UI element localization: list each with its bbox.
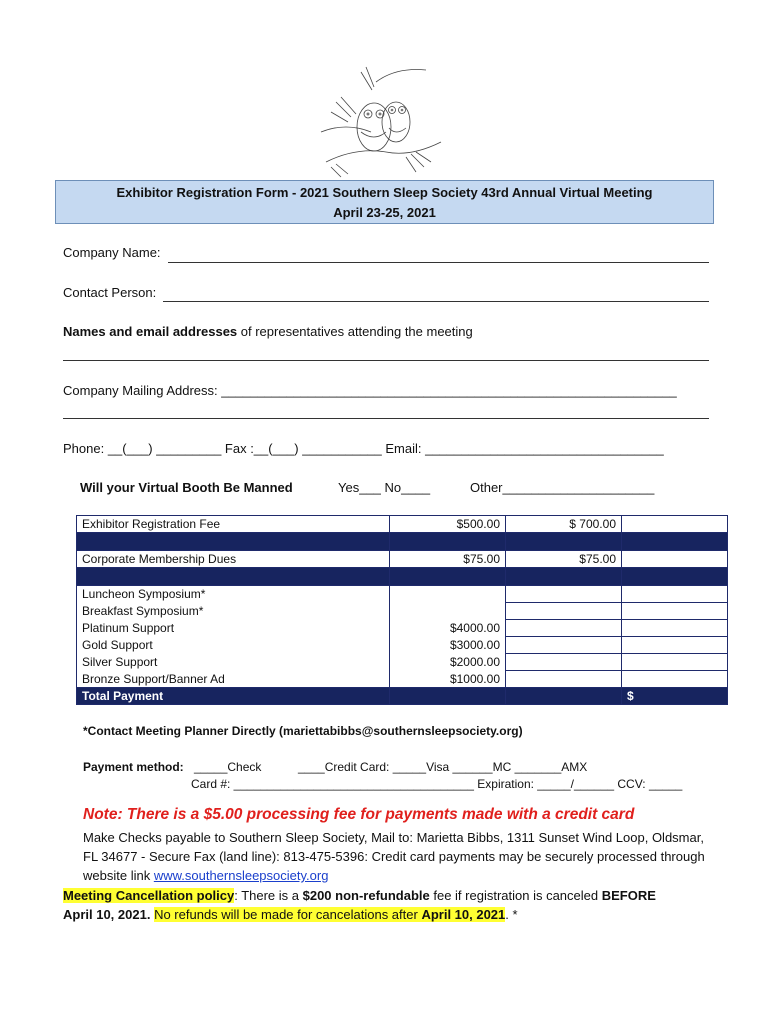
fee-value-1 xyxy=(390,603,506,620)
total-label: Total Payment xyxy=(77,688,390,705)
company-name-field[interactable] xyxy=(168,262,709,263)
booth-question: Will your Virtual Booth Be Manned xyxy=(80,480,293,495)
mailing-address-field[interactable]: Company Mailing Address: _______________________________________________________________ xyxy=(63,383,677,398)
table-band xyxy=(77,568,728,586)
processing-fee-note: Note: There is a $5.00 processing fee for payments made with a credit card xyxy=(83,806,635,823)
cancellation-date: April 10, 2021. xyxy=(63,907,151,922)
fee-value-1 xyxy=(390,586,506,603)
cancellation-before: BEFORE xyxy=(601,888,656,903)
table-row xyxy=(77,516,728,533)
fee-entry[interactable] xyxy=(622,516,728,533)
fee-label: Corporate Membership Dues xyxy=(77,551,390,568)
table-row xyxy=(77,551,728,568)
representatives-bold: Names and email addresses xyxy=(63,324,238,339)
cancellation-label: Meeting Cancellation policy xyxy=(63,888,235,903)
fee-value-2: $ 700.00 xyxy=(506,516,622,533)
table-band xyxy=(77,533,728,551)
fee-value-2 xyxy=(506,603,622,620)
payment-credit-options[interactable]: ____Credit Card: _____Visa ______MC _______AMX xyxy=(298,760,588,774)
fee-label: Silver Support xyxy=(77,654,390,671)
table-row xyxy=(77,586,728,603)
cancellation-colon: : There is a xyxy=(234,888,303,903)
fee-value-2 xyxy=(506,637,622,654)
total-value[interactable]: $ xyxy=(622,688,728,705)
fee-value-1: $1000.00 xyxy=(390,671,506,688)
fees-table xyxy=(76,515,728,705)
phone-fax-email-fields[interactable]: Phone: __(___) _________ Fax :__(___) ___________ Email: _________________________________ xyxy=(63,441,664,456)
fee-entry[interactable] xyxy=(622,586,728,603)
owl-illustration xyxy=(316,62,446,180)
booth-other[interactable]: Other_____________________ xyxy=(470,480,655,495)
table-row xyxy=(77,620,728,637)
fee-entry[interactable] xyxy=(622,620,728,637)
total-row xyxy=(77,688,728,705)
fee-value-2 xyxy=(506,586,622,603)
payment-method-label: Payment method: xyxy=(83,760,184,774)
no-refund-tail: . * xyxy=(505,907,518,922)
fee-label: Bronze Support/Banner Ad xyxy=(77,671,390,688)
fee-entry[interactable] xyxy=(622,551,728,568)
fee-entry[interactable] xyxy=(622,654,728,671)
fee-value-1: $75.00 xyxy=(390,551,506,568)
no-refund-date: April 10, 2021 xyxy=(421,907,506,922)
mailing-instructions xyxy=(83,828,713,885)
fee-entry[interactable] xyxy=(622,637,728,654)
table-row xyxy=(77,637,728,654)
fee-label: Gold Support xyxy=(77,637,390,654)
cancellation-policy xyxy=(63,886,703,924)
fee-value-2 xyxy=(506,654,622,671)
cancellation-text: fee if registration is canceled xyxy=(429,888,602,903)
cancellation-amount: $200 non-refundable xyxy=(302,888,430,903)
representatives-field[interactable] xyxy=(63,360,709,361)
fee-value-2 xyxy=(506,620,622,637)
card-details-line[interactable]: Card #: ____________________________________ Expiration: _____/______ CCV: _____ xyxy=(191,777,683,791)
representatives-label xyxy=(63,324,473,339)
mailing-address-line2[interactable] xyxy=(63,418,709,419)
form-dates: April 23-25, 2021 xyxy=(333,205,436,220)
fee-value-1: $3000.00 xyxy=(390,637,506,654)
fee-label: Exhibitor Registration Fee xyxy=(77,516,390,533)
fee-value-1: $500.00 xyxy=(390,516,506,533)
fee-entry[interactable] xyxy=(622,671,728,688)
no-refund-text: No refunds will be made for cancelations after xyxy=(154,907,422,922)
fee-value-1: $2000.00 xyxy=(390,654,506,671)
representatives-rest: of representatives attending the meeting xyxy=(237,324,473,339)
contact-planner-note: *Contact Meeting Planner Directly (mariettabibbs@southernsleepsociety.org) xyxy=(83,724,523,738)
company-name-label: Company Name: xyxy=(63,245,161,260)
fee-value-2: $75.00 xyxy=(506,551,622,568)
table-row xyxy=(77,654,728,671)
fee-label: Luncheon Symposium* xyxy=(77,586,390,603)
table-row xyxy=(77,603,728,620)
mailing-text: Make Checks payable to Southern Sleep Society, Mail to: Marietta Bibbs, 1311 Sunset Wind Loop, Oldsmar, FL 34677 - Secure Fax (land line): 813-475-5396: Credit card payments may be securely processed through website link xyxy=(83,830,705,883)
booth-yes-no[interactable]: Yes___ No____ xyxy=(338,480,431,495)
payment-check-option[interactable]: _____Check xyxy=(194,760,262,774)
fee-label: Breakfast Symposium* xyxy=(77,603,390,620)
contact-person-label: Contact Person: xyxy=(63,285,157,300)
fee-entry[interactable] xyxy=(622,603,728,620)
fee-label: Platinum Support xyxy=(77,620,390,637)
table-row xyxy=(77,671,728,688)
contact-person-field[interactable] xyxy=(163,301,709,302)
fee-value-1: $4000.00 xyxy=(390,620,506,637)
fee-value-2 xyxy=(506,671,622,688)
website-link[interactable]: www.southernsleepsociety.org xyxy=(153,868,329,883)
form-title: Exhibitor Registration Form - 2021 Southern Sleep Society 43rd Annual Virtual Meeting xyxy=(116,185,653,200)
form-title-box xyxy=(55,180,714,224)
